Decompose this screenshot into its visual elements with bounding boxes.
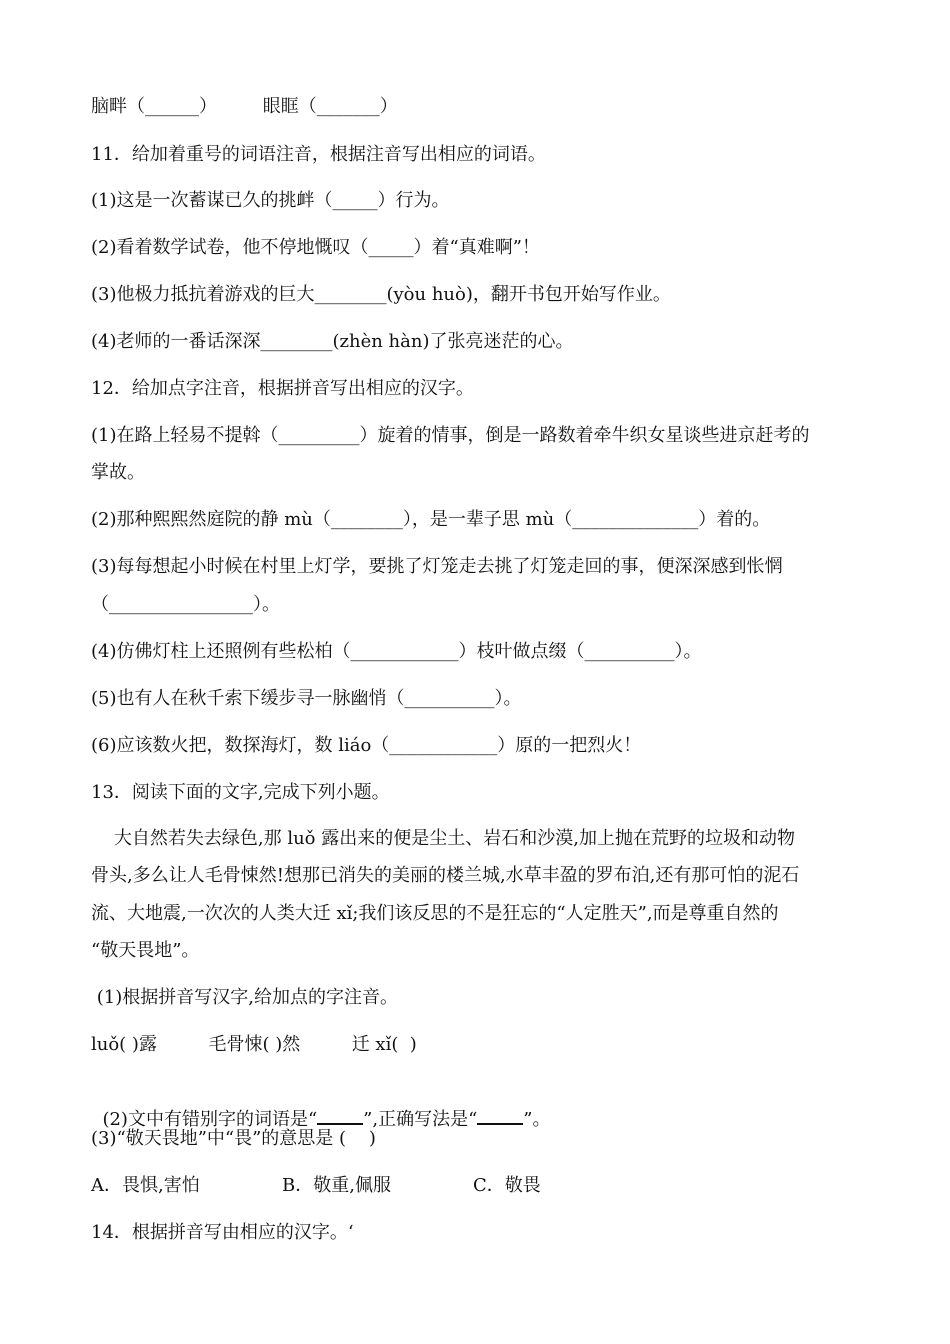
passage-line-2: 骨头,多么让人毛骨悚然!想那已消失的美丽的楼兰城,水草丰盈的罗布泊,还有那可怕的泥石 [91, 865, 800, 886]
q12-item-5: (5)也有人在秋千索下缓步寻一脉幽悄（__________）。 [91, 688, 522, 709]
q12-item-4: (4)仿佛灯柱上还照例有些松柏（____________）枝叶做点缀（__________）。 [91, 641, 702, 662]
q12-item-3a: (3)每每想起小时候在村里上灯学，要挑了灯笼走去挑了灯笼走回的事，便深深感到怅惘 [91, 556, 783, 577]
passage-line-3: 流、大地震,一次次的人类大迁 xǐ;我们该反思的不是狂忘的“人定胜天”,而是尊重自然的 [91, 903, 779, 924]
q12-item-1a: (1)在路上轻易不提斡（_________）旋着的情事，倒是一路数着牵牛织女星谈些进京赶考的 [91, 425, 810, 446]
question-11: 11．给加着重号的词语注音，根据注音写出相应的词语。 [91, 144, 546, 165]
q13-sub-1: (1)根据拼音写汉字,给加点的字注音。 [91, 987, 398, 1008]
q11-item-1: (1)这是一次蓄谋已久的挑衅（_____）行为。 [91, 190, 450, 211]
answer-blank-2[interactable] [477, 1105, 523, 1125]
q11-item-3: (3)他极力抵抗着游戏的巨大________(yòu huò)，翻开书包开始写作业。 [91, 284, 671, 305]
q12-item-6: (6)应该数火把，数探海灯，数 liáo（____________）原的一把烈火！ [91, 735, 642, 756]
q12-item-1b: 掌故。 [91, 462, 145, 483]
option-b: B．敬重,佩服 [282, 1175, 391, 1196]
q13-sub-2 [91, 1079, 551, 1133]
q13-sub-2-text-b: ”,正确写法是“ [363, 1109, 478, 1130]
q12-item-2: (2)那种熙熙然庭院的静 mù（________），是一辈子思 mù（______________）着的。 [91, 509, 771, 530]
passage-line-4: “敬天畏地”。 [91, 940, 200, 961]
q11-item-4: (4)老师的一番话深深________(zhèn hàn)了张亮迷茫的心。 [91, 331, 574, 352]
question-14: 14．根据拼音写由相应的汉字。‘ [91, 1222, 354, 1243]
question-13: 13．阅读下面的文字,完成下列小题。 [91, 782, 390, 803]
q11-item-2: (2)看着数学试卷，他不停地慨叹（_____）着“真难啊”！ [91, 237, 540, 258]
q13-sub-2-text-c: ”。 [523, 1109, 551, 1130]
option-a: A．畏惧,害怕 [91, 1175, 200, 1196]
line-0: 脑畔（______） 眼眶（_______） [91, 96, 398, 117]
passage-line-1: 大自然若失去绿色,那 luǒ 露出来的便是尘土、岩石和沙漠,加上抛在荒野的垃圾和动物 [91, 828, 795, 849]
q12-item-3b: （________________）。 [91, 594, 280, 615]
answer-blank-1[interactable] [317, 1105, 363, 1125]
q13-sub-3: (3)“敬天畏地”中“畏”的意思是 ( ) [91, 1128, 376, 1149]
q13-sub-1-items: luǒ( )露 毛骨悚( )然 迁 xǐ( ) [91, 1034, 417, 1055]
question-12: 12．给加点字注音，根据拼音写出相应的汉字。 [91, 378, 474, 399]
q13-sub-2-text-a: (2)文中有错别字的词语是“ [102, 1109, 318, 1130]
option-c: C．敬畏 [473, 1175, 541, 1196]
